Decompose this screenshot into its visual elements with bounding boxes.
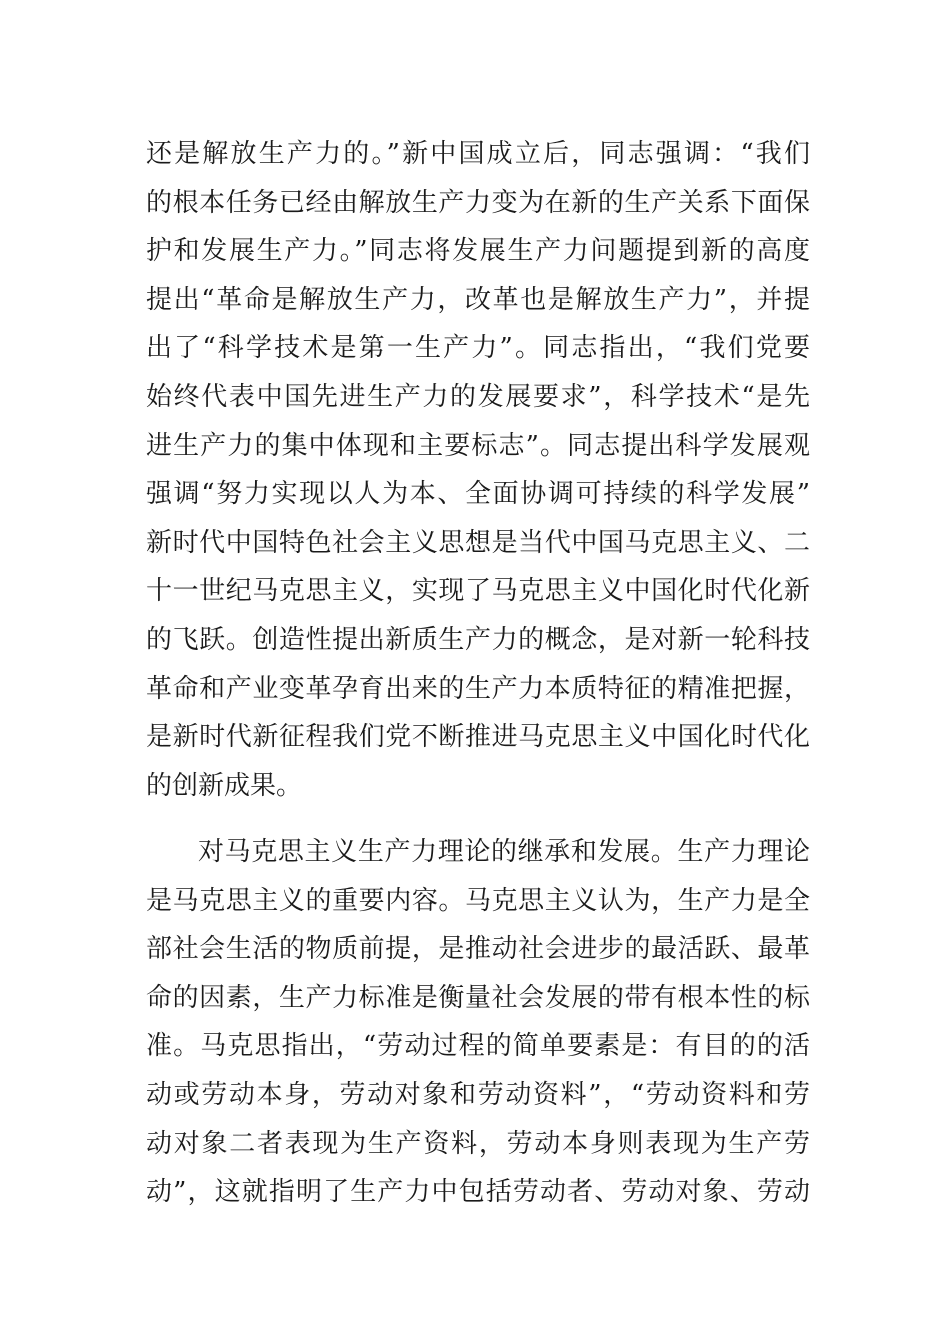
paragraph-line: 始终代表中国先进生产力的发展要求”，科学技术“是先 xyxy=(146,381,810,412)
paragraph-line: 进生产力的集中体现和主要标志”。同志提出科学发展观 xyxy=(146,430,810,461)
paragraph-line: 新时代中国特色社会主义思想是当代中国马克思主义、二 xyxy=(146,527,810,558)
paragraph-line: 十一世纪马克思主义，实现了马克思主义中国化时代化新 xyxy=(146,576,810,607)
paragraph-line: 动对象二者表现为生产资料，劳动本身则表现为生产劳 xyxy=(146,1128,810,1159)
paragraph-line: 部社会生活的物质前提，是推动社会进步的最活跃、最革 xyxy=(146,934,810,965)
paragraph-line: 是马克思主义的重要内容。马克思主义认为，生产力是全 xyxy=(146,885,810,916)
paragraph-line: 是新时代新征程我们党不断推进马克思主义中国化时代化 xyxy=(146,722,810,753)
paragraph-line: 还是解放生产力的。”新中国成立后，同志强调：“我们 xyxy=(146,139,810,169)
paragraph-line: 的创新成果。 xyxy=(146,770,303,801)
paragraph-line: 准。马克思指出，“劳动过程的简单要素是：有目的的活 xyxy=(146,1031,810,1062)
paragraph-line: 强调“努力实现以人为本、全面协调可持续的科学发展” xyxy=(146,479,810,510)
paragraph-line: 命的因素，生产力标准是衡量社会发展的带有根本性的标 xyxy=(146,982,810,1013)
paragraph-2 xyxy=(146,828,810,1217)
paragraph-line: 的根本任务已经由解放生产力变为在新的生产关系下面保 xyxy=(146,187,810,218)
paragraph-1 xyxy=(146,130,810,810)
paragraph-line: 提出“革命是解放生产力，改革也是解放生产力”，并提 xyxy=(146,284,810,315)
paragraph-line: 动”，这就指明了生产力中包括劳动者、劳动对象、劳动 xyxy=(146,1177,810,1208)
paragraph-line: 护和发展生产力。”同志将发展生产力问题提到新的高度 xyxy=(146,236,810,267)
paragraph-line: 动或劳动本身，劳动对象和劳动资料”，“劳动资料和劳 xyxy=(146,1079,810,1110)
paragraph-line: 的飞跃。创造性提出新质生产力的概念，是对新一轮科技 xyxy=(146,624,810,655)
paragraph-line: 对马克思主义生产力理论的继承和发展。生产力理论 xyxy=(198,837,810,867)
paragraph-line: 出了“科学技术是第一生产力”。同志指出，“我们党要 xyxy=(146,333,810,364)
paragraph-line: 革命和产业变革孕育出来的生产力本质特征的精准把握， xyxy=(146,673,810,704)
